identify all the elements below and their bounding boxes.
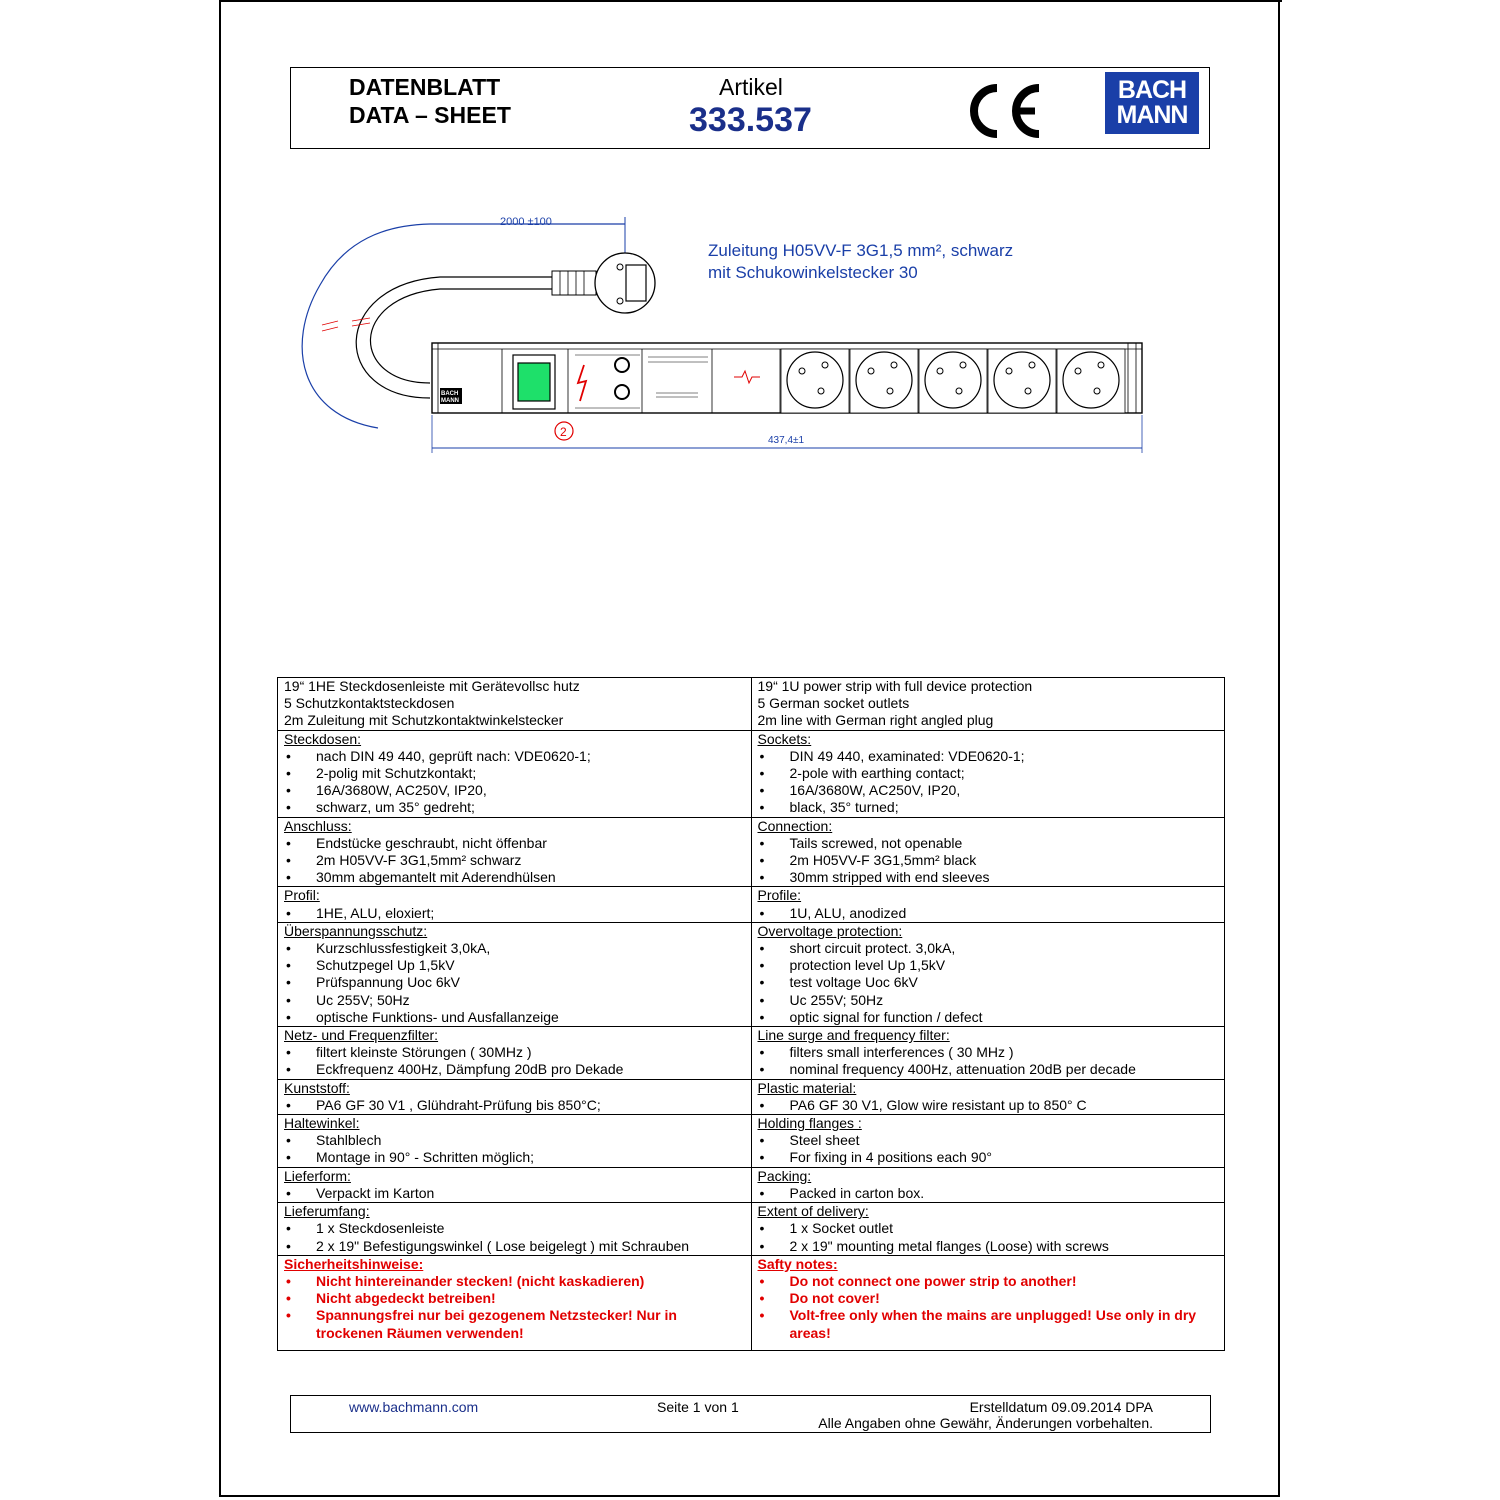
svg-text:MANN: MANN [441,398,459,404]
safety-item: • Do not connect one power strip to another! [758,1273,1219,1290]
section-title: Anschluss: [284,817,352,834]
spec-item: • nach DIN 49 440, geprüft nach: VDE0620-1; [284,748,745,765]
spec-cell-en [751,922,1225,1026]
spec-cell-de [278,1079,752,1114]
spec-list [758,1044,1219,1078]
section-title: Holding flanges : [757,1115,862,1132]
section-title: Profil: [284,887,320,904]
spec-item: • PA6 GF 30 V1 , Glühdraht-Prüfung bis 850°C; [284,1097,745,1114]
safety-item: • Nicht abgedeckt betreiben! [284,1290,745,1307]
spec-item: • 2 x 19" mounting metal flanges (Loose) with screws [758,1238,1219,1255]
website-link[interactable]: www.bachmann.com [349,1399,479,1415]
spec-cell-en [751,1115,1225,1168]
spec-list [284,835,745,887]
spec-cell-en [751,1167,1225,1202]
spec-list [284,940,745,1026]
spec-item: • test voltage Uoc 6kV [758,974,1219,991]
spec-list [758,905,1219,922]
spec-row [278,887,1225,922]
spec-row [278,817,1225,887]
spec-cell-de [278,922,752,1026]
section-title: Netz- und Frequenzfilter: [284,1027,439,1044]
power-switch-icon [518,363,550,401]
spec-table [277,677,1225,1351]
spec-intro-line: 5 Schutzkontaktsteckdosen [284,695,455,712]
cell-spacer [284,1342,745,1350]
spec-list [284,905,745,922]
page-number: Seite 1 von 1 [657,1399,739,1415]
spec-cell-de [278,678,752,731]
header-box [290,67,1210,149]
spec-table-body [278,678,1225,1351]
spec-cell-en [751,678,1225,731]
spec-item: • Schutzpegel Up 1,5kV [284,957,745,974]
spec-list [284,1132,745,1166]
spec-row [278,1167,1225,1202]
spec-list [284,1273,745,1342]
disclaimer: Alle Angaben ohne Gewähr, Änderungen vorbehalten. [818,1415,1153,1431]
strip-length-label: 437,4±1 [768,435,805,446]
spec-row [278,1027,1225,1080]
spec-item: • Prüfspannung Uoc 6kV [284,974,745,991]
spec-row [278,1079,1225,1114]
spec-item: • For fixing in 4 positions each 90° [758,1149,1219,1166]
spec-item: • optic signal for function / defect [758,1009,1219,1026]
spec-item: • nominal frequency 400Hz, attenuation 20dB per decade [758,1061,1219,1078]
cell-spacer [758,1342,1219,1350]
spec-cell-de [278,730,752,817]
section-title: Kunststoff: [284,1079,350,1096]
spec-item: • 1U, ALU, anodized [758,905,1219,922]
title-de: DATENBLATT [349,74,501,100]
spec-intro-line: 2m Zuleitung mit Schutzkontaktwinkelstecker [284,712,564,729]
spec-item: • DIN 49 440, examinated: VDE0620-1; [758,748,1219,765]
spec-item: • 1 x Steckdosenleiste [284,1220,745,1237]
spec-item: • 1 x Socket outlet [758,1220,1219,1237]
spec-list [758,940,1219,1026]
artikel-number: 333.537 [689,101,812,139]
spec-list [758,1220,1219,1254]
spec-list [758,1273,1219,1342]
spec-list [758,835,1219,887]
cable-note-line-1: Zuleitung H05VV-F 3G1,5 mm², schwarz [708,241,1014,260]
spec-list [284,748,745,817]
spec-list [284,1220,745,1254]
section-title: Lieferumfang: [284,1203,370,1220]
spec-cell-en [751,1079,1225,1114]
safety-item: • Spannungsfrei nur bei gezogenem Netzstecker! Nur in trockenen Räumen verwenden! [284,1307,745,1341]
spec-row [278,1115,1225,1168]
safety-item: • Do not cover! [758,1290,1219,1307]
spec-item: • 30mm stripped with end sleeves [758,869,1219,886]
spec-item: • Kurzschlussfestigkeit 3,0kA, [284,940,745,957]
spec-list [758,1132,1219,1166]
spec-item: • protection level Up 1,5kV [758,957,1219,974]
section-title: Overvoltage protection: [757,922,903,939]
spec-item: • 1HE, ALU, eloxiert; [284,905,745,922]
spec-list [284,1097,745,1114]
section-title: Packing: [757,1167,812,1184]
spec-cell-de [278,1203,752,1256]
spec-intro-line: 19“ 1HE Steckdosenleiste mit Gerätevollsc hutz [284,678,580,694]
section-title: Sockets: [757,730,812,747]
spec-cell-de [278,817,752,887]
spec-item: • filters small interferences ( 30 MHz ) [758,1044,1219,1061]
spec-item: • filtert kleinste Störungen ( 30MHz ) [284,1044,745,1061]
section-title: Lieferform: [284,1167,351,1184]
section-title: Profile: [757,887,802,904]
bachmann-logo [1105,72,1199,134]
spec-item: • Eckfrequenz 400Hz, Dämpfung 20dB pro Dekade [284,1061,745,1078]
svg-text:BACH: BACH [441,391,459,397]
position-marker-label: 2 [560,425,567,439]
spec-cell-en [751,1027,1225,1080]
spec-item: • Endstücke geschraubt, nicht öffenbar [284,835,745,852]
spec-cell-de [278,887,752,922]
socket-outlet-icons [781,349,1125,413]
spec-item: • Uc 255V; 50Hz [284,992,745,1009]
spec-cell-en [751,1203,1225,1256]
spec-list [284,1185,745,1202]
logo-line-1: BACH [1117,76,1187,104]
cable-note [708,240,1013,284]
spec-item: • short circuit protect. 3,0kA, [758,940,1219,957]
spec-item: • Montage in 90° - Schritten möglich; [284,1149,745,1166]
section-title: Connection: [757,817,833,834]
spec-list [284,1044,745,1078]
spec-cell-de [278,1115,752,1168]
spec-cell-en [751,817,1225,887]
spec-item: • PA6 GF 30 V1, Glow wire resistant up to 850° C [758,1097,1219,1114]
section-title: Line surge and frequency filter: [757,1027,950,1044]
safety-item: • Nicht hintereinander stecken! (nicht kaskadieren) [284,1273,745,1290]
footer-box [290,1395,1211,1433]
spec-cell-en [751,887,1225,922]
spec-item: • 2 x 19" Befestigungswinkel ( Lose beigelegt ) mit Schrauben [284,1238,745,1255]
spec-intro-line: 19“ 1U power strip with full device protection [757,678,1033,694]
spec-item: • 2-pole with earthing contact; [758,765,1219,782]
section-title: Plastic material: [757,1079,857,1096]
title-en: DATA – SHEET [349,102,511,128]
spec-item: • Verpackt im Karton [284,1185,745,1202]
section-title: Überspannungsschutz: [284,922,428,939]
spec-intro-line: 2m line with German right angled plug [757,712,994,729]
spec-row [278,1203,1225,1256]
artikel-label: Artikel [719,74,783,100]
spec-item: • Uc 255V; 50Hz [758,992,1219,1009]
spec-item: • black, 35° turned; [758,799,1219,816]
spec-item: • Packed in carton box. [758,1185,1219,1202]
spec-item: • 2m H05VV-F 3G1,5mm² schwarz [284,852,745,869]
section-title: Haltewinkel: [284,1115,360,1132]
section-title: Safty notes: [757,1255,838,1272]
spec-item: • schwarz, um 35° gedreht; [284,799,745,816]
spec-row [278,730,1225,817]
spec-list [758,1097,1219,1114]
spec-row [278,1255,1225,1350]
logo-line-2: MANN [1116,101,1188,129]
spec-row [278,678,1225,731]
spec-item: • Steel sheet [758,1132,1219,1149]
section-title: Extent of delivery: [757,1203,869,1220]
spec-intro-line: 5 German socket outlets [757,695,910,712]
section-title: Sicherheitshinweise: [284,1255,424,1272]
creation-date: Erstelldatum 09.09.2014 DPA [969,1399,1153,1415]
cable-note-line-2: mit Schukowinkelstecker 30 [708,263,918,282]
ce-mark-icon [963,82,1043,140]
spec-row [278,922,1225,1026]
spec-item: • 16A/3680W, AC250V, IP20, [284,782,745,799]
spec-item: • 2-polig mit Schutzkontakt; [284,765,745,782]
spec-cell-en [751,730,1225,817]
spec-list [758,1185,1219,1202]
safety-item: • Volt-free only when the mains are unplugged! Use only in dry areas! [758,1307,1219,1341]
spec-item: • 16A/3680W, AC250V, IP20, [758,782,1219,799]
spec-cell-de [278,1167,752,1202]
spec-item: • 2m H05VV-F 3G1,5mm² black [758,852,1219,869]
section-title: Steckdosen: [284,730,362,747]
spec-item: • 30mm abgemantelt mit Aderendhülsen [284,869,745,886]
spec-list [758,748,1219,817]
spec-cell-de [278,1255,752,1350]
spec-item: • Stahlblech [284,1132,745,1149]
spec-cell-en [751,1255,1225,1350]
spec-item: • Tails screwed, not openable [758,835,1219,852]
datasheet-title [349,73,511,129]
spec-item: • optische Funktions- und Ausfallanzeige [284,1009,745,1026]
spec-cell-de [278,1027,752,1080]
cable-length-label: 2000 ±100 [500,216,552,228]
